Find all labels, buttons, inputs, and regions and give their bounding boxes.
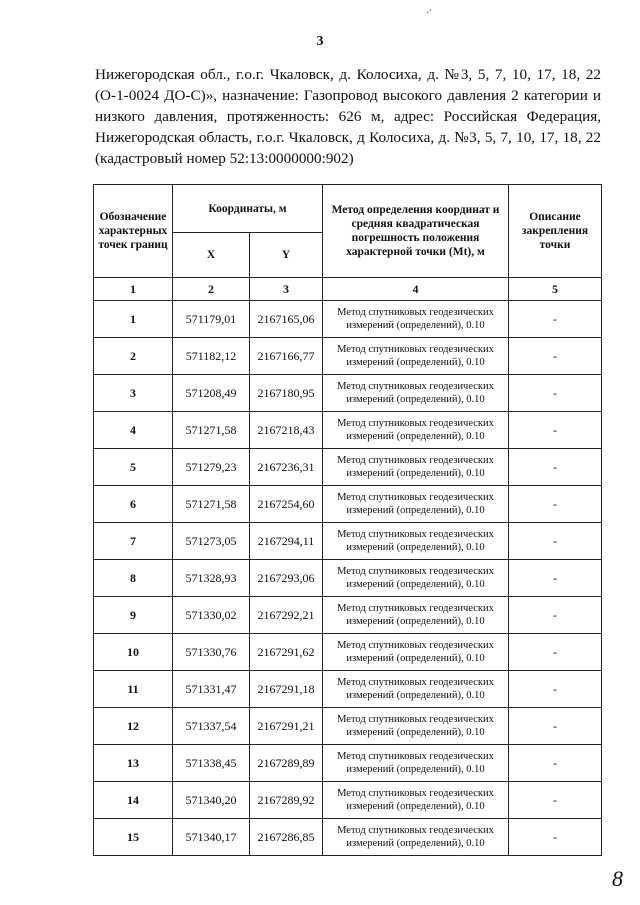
method-line: измерений (определений), 0.10	[346, 579, 485, 590]
method-line: измерений (определений), 0.10	[346, 838, 485, 849]
point-number: 1	[94, 301, 173, 338]
description-cell: -	[509, 449, 602, 486]
method-line: измерений (определений), 0.10	[346, 690, 485, 701]
coord-y: 2167236,31	[250, 449, 323, 486]
description-cell: -	[509, 634, 602, 671]
coord-x: 571271,58	[173, 486, 250, 523]
point-number: 14	[94, 782, 173, 819]
coord-x: 571328,93	[173, 560, 250, 597]
point-number: 9	[94, 597, 173, 634]
method-line: Метод спутниковых геодезических	[337, 344, 494, 355]
table-row	[94, 745, 602, 782]
table-row	[94, 412, 602, 449]
coord-y: 2167180,95	[250, 375, 323, 412]
point-number: 11	[94, 671, 173, 708]
coord-x: 571279,23	[173, 449, 250, 486]
method-line: Метод спутниковых геодезических	[337, 640, 494, 651]
method-cell	[323, 523, 509, 560]
point-number: 8	[94, 560, 173, 597]
point-number: 7	[94, 523, 173, 560]
table-row	[94, 523, 602, 560]
method-line: измерений (определений), 0.10	[346, 505, 485, 516]
coord-x: 571338,45	[173, 745, 250, 782]
coord-y: 2167292,21	[250, 597, 323, 634]
coord-x: 571340,17	[173, 819, 250, 856]
column-number: 5	[509, 278, 602, 301]
coord-y: 2167291,62	[250, 634, 323, 671]
method-cell	[323, 671, 509, 708]
method-cell	[323, 597, 509, 634]
point-number: 12	[94, 708, 173, 745]
page-number: 3	[316, 34, 324, 49]
header-method: Метод определения координат и средняя квадратическая погрешность положения характерной точки (Mt), м	[323, 185, 509, 278]
header-description: Описание закрепления точки	[509, 185, 602, 278]
method-cell	[323, 412, 509, 449]
column-number: 1	[94, 278, 173, 301]
table-row	[94, 375, 602, 412]
coord-x: 571340,20	[173, 782, 250, 819]
method-cell	[323, 301, 509, 338]
table-row	[94, 782, 602, 819]
table-row	[94, 819, 602, 856]
method-line: измерений (определений), 0.10	[346, 801, 485, 812]
coord-y: 2167254,60	[250, 486, 323, 523]
method-line: измерений (определений), 0.10	[346, 653, 485, 664]
method-cell	[323, 745, 509, 782]
method-line: измерений (определений), 0.10	[346, 394, 485, 405]
point-number: 3	[94, 375, 173, 412]
table-row	[94, 634, 602, 671]
method-line: Метод спутниковых геодезических	[337, 788, 494, 799]
method-cell	[323, 708, 509, 745]
table-row	[94, 486, 602, 523]
description-cell: -	[509, 708, 602, 745]
scan-mark: ·'	[426, 8, 432, 19]
method-cell	[323, 560, 509, 597]
column-number: 3	[250, 278, 323, 301]
coord-x: 571271,58	[173, 412, 250, 449]
method-line: измерений (определений), 0.10	[346, 542, 485, 553]
description-cell: -	[509, 523, 602, 560]
description-cell: -	[509, 597, 602, 634]
table-row	[94, 708, 602, 745]
description-cell: -	[509, 412, 602, 449]
table-row	[94, 338, 602, 375]
method-cell	[323, 338, 509, 375]
method-line: измерений (определений), 0.10	[346, 320, 485, 331]
method-line: Метод спутниковых геодезических	[337, 455, 494, 466]
point-number: 2	[94, 338, 173, 375]
method-line: Метод спутниковых геодезических	[337, 529, 494, 540]
method-line: измерений (определений), 0.10	[346, 468, 485, 479]
method-line: Метод спутниковых геодезических	[337, 492, 494, 503]
coord-x: 571179,01	[173, 301, 250, 338]
coord-y: 2167291,18	[250, 671, 323, 708]
method-line: Метод спутниковых геодезических	[337, 307, 494, 318]
point-number: 13	[94, 745, 173, 782]
method-cell	[323, 819, 509, 856]
method-cell	[323, 375, 509, 412]
coord-x: 571330,76	[173, 634, 250, 671]
handwritten-signature: 8	[612, 866, 623, 891]
column-number: 2	[173, 278, 250, 301]
intro-paragraph: Нижегородская обл., г.о.г. Чкаловск, д. Колосиха, д. №3, 5, 7, 10, 17, 18, 22 (О-1-0024 ДО-С)», назначение: Газопровод высокого давления 2 категории и низкого давления, протяженность: 626 м, адрес: Российская Федерация, Нижегородская область, г.о.г. Чкаловск, д Колосиха, д. №3, 5, 7, 10, 17, 18, 22 (кадастровый номер 52:13:0000000:902)	[95, 66, 601, 167]
coord-x: 571330,02	[173, 597, 250, 634]
column-number: 4	[323, 278, 509, 301]
method-line: Метод спутниковых геодезических	[337, 751, 494, 762]
coord-y: 2167218,43	[250, 412, 323, 449]
coord-y: 2167165,06	[250, 301, 323, 338]
coord-x: 571337,54	[173, 708, 250, 745]
header-y: Y	[250, 233, 323, 278]
description-cell: -	[509, 671, 602, 708]
description-cell: -	[509, 338, 602, 375]
coord-x: 571208,49	[173, 375, 250, 412]
method-line: Метод спутниковых геодезических	[337, 418, 494, 429]
coord-x: 571182,12	[173, 338, 250, 375]
method-line: Метод спутниковых геодезических	[337, 381, 494, 392]
method-cell	[323, 449, 509, 486]
table-row	[94, 301, 602, 338]
coord-y: 2167293,06	[250, 560, 323, 597]
description-cell: -	[509, 745, 602, 782]
method-line: Метод спутниковых геодезических	[337, 714, 494, 725]
point-number: 4	[94, 412, 173, 449]
coord-y: 2167166,77	[250, 338, 323, 375]
header-coordinates: Координаты, м	[173, 185, 323, 233]
point-number: 6	[94, 486, 173, 523]
point-number: 15	[94, 819, 173, 856]
method-line: Метод спутниковых геодезических	[337, 825, 494, 836]
header-x: X	[173, 233, 250, 278]
method-cell	[323, 782, 509, 819]
method-line: Метод спутниковых геодезических	[337, 566, 494, 577]
method-line: измерений (определений), 0.10	[346, 616, 485, 627]
table-row	[94, 449, 602, 486]
description-cell: -	[509, 819, 602, 856]
point-number: 10	[94, 634, 173, 671]
coord-x: 571331,47	[173, 671, 250, 708]
coord-y: 2167294,11	[250, 523, 323, 560]
method-cell	[323, 634, 509, 671]
coord-y: 2167289,89	[250, 745, 323, 782]
description-cell: -	[509, 301, 602, 338]
description-cell: -	[509, 375, 602, 412]
method-cell	[323, 486, 509, 523]
description-cell: -	[509, 486, 602, 523]
description-cell: -	[509, 560, 602, 597]
coord-y: 2167286,85	[250, 819, 323, 856]
method-line: измерений (определений), 0.10	[346, 764, 485, 775]
table-row	[94, 597, 602, 634]
method-line: Метод спутниковых геодезических	[337, 603, 494, 614]
method-line: измерений (определений), 0.10	[346, 357, 485, 368]
coord-y: 2167289,92	[250, 782, 323, 819]
coord-y: 2167291,21	[250, 708, 323, 745]
method-line: Метод спутниковых геодезических	[337, 677, 494, 688]
table-row	[94, 671, 602, 708]
point-number: 5	[94, 449, 173, 486]
coordinates-table	[93, 184, 602, 856]
method-line: измерений (определений), 0.10	[346, 431, 485, 442]
method-line: измерений (определений), 0.10	[346, 727, 485, 738]
description-cell: -	[509, 782, 602, 819]
coord-x: 571273,05	[173, 523, 250, 560]
header-point-designation: Обозначение характерных точек границ	[94, 185, 173, 278]
table-row	[94, 560, 602, 597]
